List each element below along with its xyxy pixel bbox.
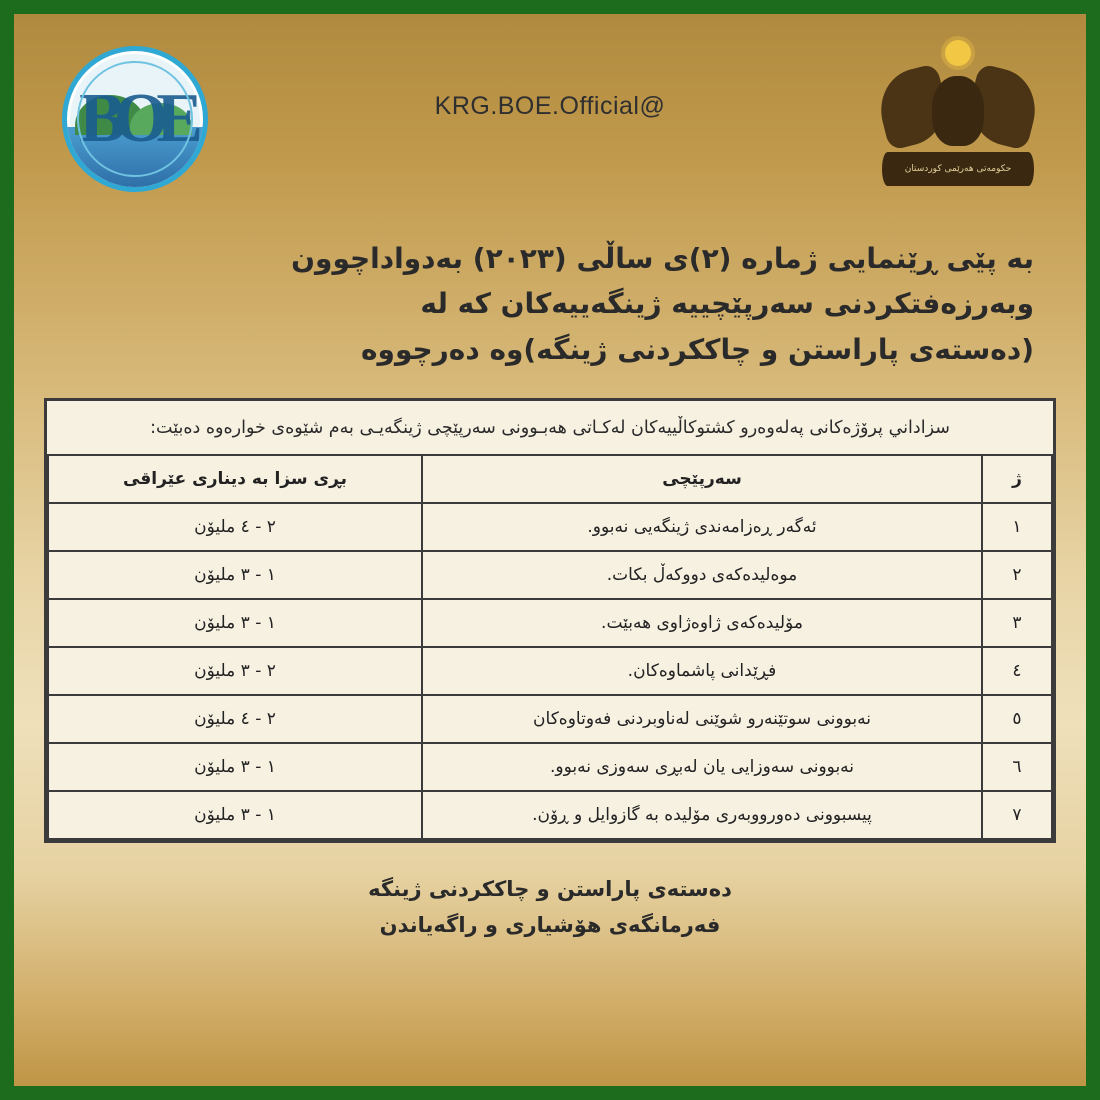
fines-table	[47, 454, 1053, 840]
krg-emblem-icon	[878, 36, 1038, 196]
table-caption: سزاداني پرۆژەکانی پەلەوەرو کشتوکاڵییەکان لەکـاتی هەبـوونی سەرپێچی ژینگەیـی بەم شێوەی خوارەوە دەبێت:	[150, 418, 950, 439]
row-reason: پیسبوونی دەورووبەری مۆلیدە بە گازوایل و ڕۆن.	[422, 791, 982, 839]
row-number: ٦	[982, 743, 1052, 791]
row-reason: مۆلیدەکەی ژاوەژاوی هەبێت.	[422, 599, 982, 647]
table-row	[48, 791, 1052, 839]
footer-organization: دەستەی پاراستن و چاککردنی ژینگە	[368, 876, 732, 901]
fines-table-container	[44, 398, 1056, 843]
table-row	[48, 743, 1052, 791]
row-reason: فڕێدانی پاشماوەکان.	[422, 647, 982, 695]
row-fine: ١ - ٣ ملیۆن	[48, 551, 422, 599]
row-fine: ١ - ٣ ملیۆن	[48, 743, 422, 791]
row-fine: ١ - ٣ ملیۆن	[48, 599, 422, 647]
column-header-reason: سەرپێچی	[422, 455, 982, 503]
row-number: ١	[982, 503, 1052, 551]
table-row	[48, 551, 1052, 599]
emblem-scroll-shape	[882, 152, 1034, 186]
row-reason: ئەگەر ڕەزامەندی ژینگەیی نەبوو.	[422, 503, 982, 551]
row-fine: ٢ - ٣ ملیۆن	[48, 647, 422, 695]
row-number: ٢	[982, 551, 1052, 599]
row-reason: نەبوونی سوتێنەرو شوێنی لەناوبردنی فەوتاوەکان	[422, 695, 982, 743]
boe-logo-letters: BOE	[79, 80, 191, 157]
title-line-2: وبەرزەفتکردنی سەرپێچییە ژینگەییەکان کە لە	[420, 287, 1034, 321]
poster-header	[14, 14, 1086, 214]
table-row	[48, 599, 1052, 647]
footer-department: فەرمانگەی هۆشیاری و راگەیاندن	[379, 913, 721, 938]
page-title	[66, 236, 1034, 372]
row-number: ٣	[982, 599, 1052, 647]
row-number: ٧	[982, 791, 1052, 839]
row-number: ٥	[982, 695, 1052, 743]
column-header-fine: بڕی سزا بە دیناری عێراقی	[48, 455, 422, 503]
poster-footer	[14, 871, 1086, 945]
official-handle: @KRG.BOE.Official	[434, 92, 666, 120]
column-header-number: ژ	[982, 455, 1052, 503]
emblem-eagle-body-shape	[932, 76, 984, 146]
title-line-1: بە پێی ڕێنمایی ژمارە (٢)ی ساڵی (٢٠٢٣) بەدواداچوون	[291, 242, 1034, 275]
row-reason: موەلیدەکەی دووکەڵ بکات.	[422, 551, 982, 599]
row-number: ٤	[982, 647, 1052, 695]
table-row	[48, 503, 1052, 551]
row-fine: ٢ - ٤ ملیۆن	[48, 503, 422, 551]
emblem-scroll-text: حكومەتى هەرێمى كوردستان	[904, 164, 1012, 174]
row-fine: ١ - ٣ ملیۆن	[48, 791, 422, 839]
row-fine: ٢ - ٤ ملیۆن	[48, 695, 422, 743]
emblem-sun-shape	[945, 40, 971, 66]
table-row	[48, 695, 1052, 743]
table-row	[48, 647, 1052, 695]
title-line-3: (دەستەی پاراستن و چاککردنی ژینگە)وە دەرچووە	[361, 332, 1034, 366]
table-header-row	[48, 455, 1052, 503]
row-reason: نەبوونی سەوزایی یان لەبڕی سەوزی نەبوو.	[422, 743, 982, 791]
